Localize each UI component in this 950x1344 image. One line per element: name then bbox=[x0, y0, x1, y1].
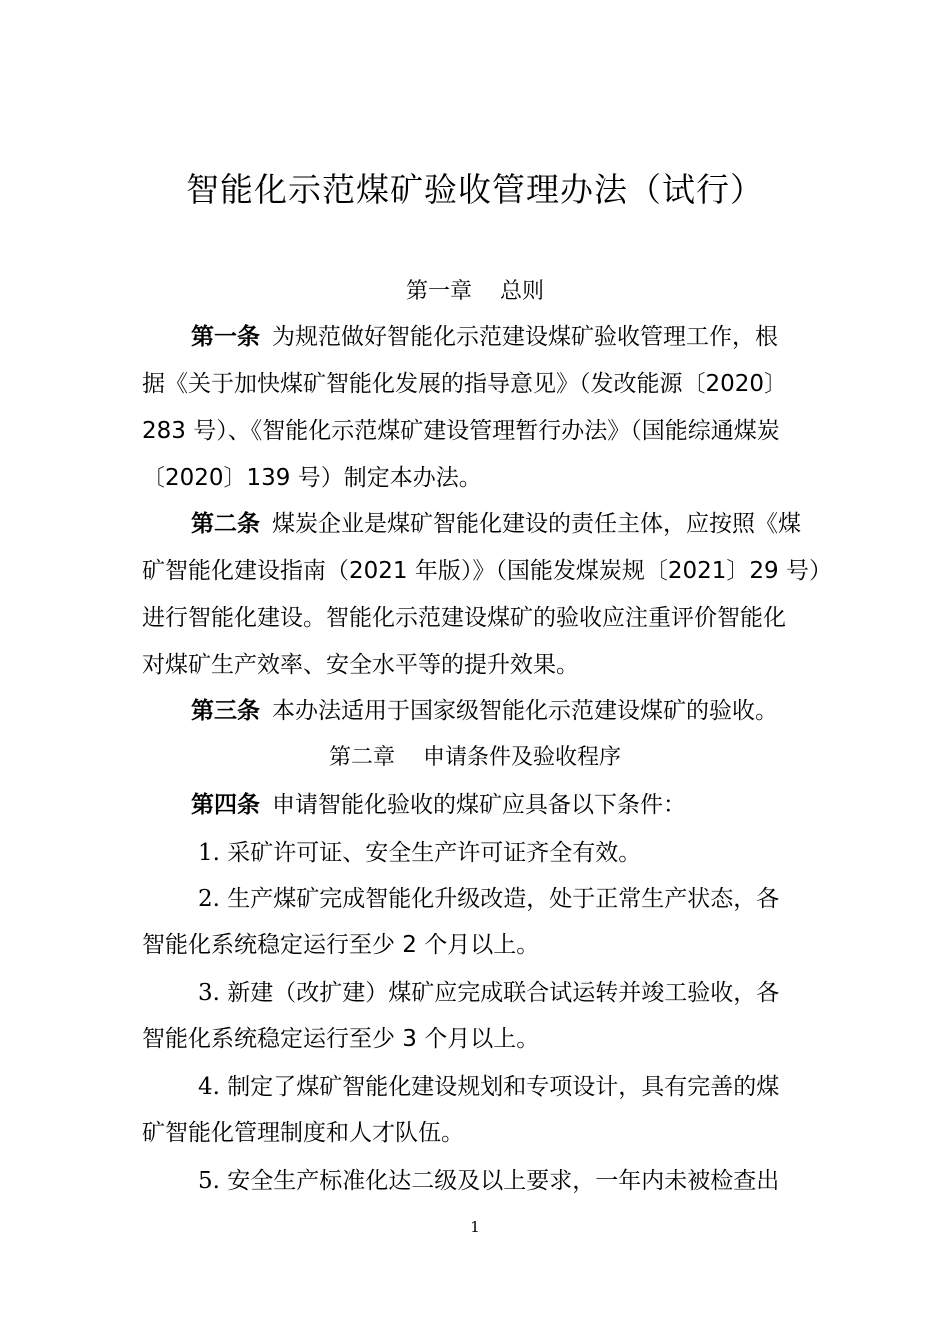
article-2-line-4: 对煤矿生产效率、安全水平等的提升效果。 bbox=[142, 652, 579, 678]
chapter-1-name: 总则 bbox=[500, 279, 545, 304]
item-3-line-1 bbox=[198, 977, 779, 1009]
article-1-text: 为规范做好智能化示范建设煤矿验收管理工作，根 bbox=[272, 324, 778, 350]
item-1-line-1 bbox=[198, 837, 641, 869]
article-4-text: 申请智能化验收的煤矿应具备以下条件： bbox=[272, 792, 686, 818]
article-1-line-3: 283 号）、《智能化示范煤矿建设管理暂行办法》（国能综通煤炭 bbox=[142, 418, 780, 444]
item-5-text: 安全生产标准化达二级及以上要求，一年内未被检查出 bbox=[227, 1168, 780, 1194]
item-5-line-1 bbox=[198, 1165, 779, 1197]
article-2-heading: 第二条 bbox=[191, 511, 260, 537]
article-1-line-4: 〔2020〕139 号）制定本办法。 bbox=[142, 465, 482, 491]
article-4-heading: 第四条 bbox=[191, 792, 260, 818]
item-3-text: 新建（改扩建）煤矿应完成联合试运转并竣工验收，各 bbox=[227, 980, 780, 1006]
article-4-line-1 bbox=[191, 789, 686, 821]
item-4-line-1 bbox=[198, 1071, 779, 1103]
article-1-line-2: 据《关于加快煤矿智能化发展的指导意见》（发改能源〔2020〕 bbox=[142, 371, 788, 397]
item-1-number: 1. bbox=[198, 840, 220, 866]
article-2-line-2: 矿智能化建设指南（2021 年版）》（国能发煤炭规〔2021〕29 号） bbox=[142, 558, 832, 584]
item-2-line-1 bbox=[198, 883, 779, 915]
item-4-text: 制定了煤矿智能化建设规划和专项设计，具有完善的煤 bbox=[227, 1074, 780, 1100]
item-2-text: 生产煤矿完成智能化升级改造，处于正常生产状态，各 bbox=[227, 886, 780, 912]
item-4-line-2: 矿智能化管理制度和人才队伍。 bbox=[142, 1120, 464, 1146]
document-title: 智能化示范煤矿验收管理办法（试行） bbox=[186, 170, 764, 209]
article-1-line-1 bbox=[191, 321, 778, 353]
article-2-text: 煤炭企业是煤矿智能化建设的责任主体，应按照《煤 bbox=[272, 511, 801, 537]
item-4-number: 4. bbox=[198, 1074, 220, 1100]
article-3-line-1 bbox=[191, 695, 778, 727]
article-3-text: 本办法适用于国家级智能化示范建设煤矿的验收。 bbox=[272, 698, 778, 724]
item-2-number: 2. bbox=[198, 886, 220, 912]
item-5-number: 5. bbox=[198, 1168, 220, 1194]
item-2-line-2: 智能化系统稳定运行至少 2 个月以上。 bbox=[142, 932, 540, 958]
article-3-heading: 第三条 bbox=[191, 698, 260, 724]
article-2-line-1 bbox=[191, 508, 801, 540]
chapter-2-label: 第二章 bbox=[328, 745, 395, 770]
page-number: 1 bbox=[470, 1218, 480, 1236]
item-3-line-2: 智能化系统稳定运行至少 3 个月以上。 bbox=[142, 1026, 540, 1052]
chapter-2-heading bbox=[0, 743, 950, 773]
article-1-heading: 第一条 bbox=[191, 324, 260, 350]
article-2-line-3: 进行智能化建设。智能化示范建设煤矿的验收应注重评价智能化 bbox=[142, 605, 786, 631]
chapter-1-label: 第一章 bbox=[405, 279, 472, 304]
chapter-2-name: 申请条件及验收程序 bbox=[423, 745, 622, 770]
item-1-text: 采矿许可证、安全生产许可证齐全有效。 bbox=[227, 840, 642, 866]
chapter-1-heading bbox=[0, 277, 950, 307]
item-3-number: 3. bbox=[198, 980, 220, 1006]
